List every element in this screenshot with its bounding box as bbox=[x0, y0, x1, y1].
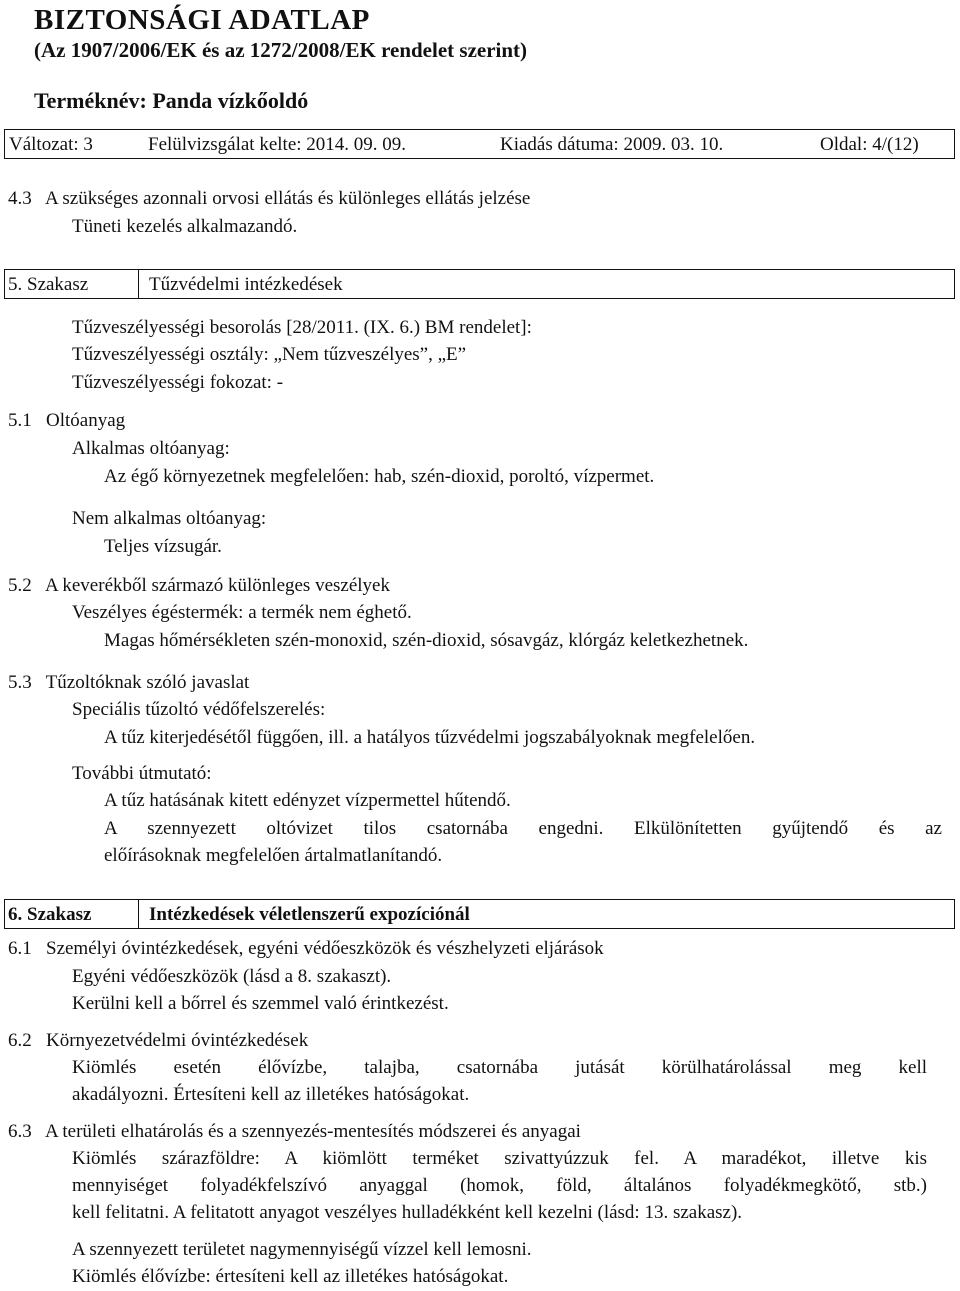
version-label: Változat: 3 bbox=[9, 134, 93, 155]
protective-equipment-label: Speciális tűzoltó védőfelszerelés: bbox=[72, 699, 326, 720]
suitable-media-label: Alkalmas oltóanyag: bbox=[72, 438, 230, 459]
further-guidance-line-1: A tűz hatásának kitett edényzet vízpermettel hűtendő. bbox=[104, 790, 511, 811]
unsuitable-media-text: Teljes vízsugár. bbox=[104, 536, 222, 557]
fire-class-line: Tűzveszélyességi osztály: „Nem tűzveszélyes”, „E” bbox=[72, 344, 467, 365]
section-5-title: Tűzvédelmi intézkedések bbox=[149, 274, 343, 295]
subsection-6-3-line-1: Kiömlés szárazföldre: A kiömlött terméket szivattyúzzuk fel. A maradékot, illetve kis bbox=[72, 1148, 927, 1169]
suitable-media-text: Az égő környezetnek megfelelően: hab, szén-dioxid, poroltó, vízpermet. bbox=[104, 466, 655, 487]
subsection-5-2-line-1: Veszélyes égéstermék: a termék nem éghető. bbox=[72, 602, 412, 623]
subsection-6-3-line-5: Kiömlés élővízbe: értesíteni kell az illetékes hatóságokat. bbox=[72, 1266, 509, 1287]
subsection-5-2-heading: 5.2 A keverékből származó különleges veszélyek bbox=[8, 575, 390, 596]
subsection-6-3-heading: 6.3 A területi elhatárolás és a szennyezés-mentesítés módszerei és anyagai bbox=[8, 1121, 581, 1142]
section-5-header bbox=[4, 269, 955, 299]
product-name: Terméknév: Panda vízkőoldó bbox=[34, 88, 309, 113]
subsection-4-3-text: Tüneti kezelés alkalmazandó. bbox=[72, 216, 298, 237]
subsection-6-2-line-2: akadályozni. Értesíteni kell az illetékes hatóságokat. bbox=[72, 1084, 470, 1105]
subsection-6-3-line-2: mennyiséget folyadékfelszívó anyaggal (homok, föld, általános folyadékmegkötő, stb.) bbox=[72, 1175, 927, 1196]
further-guidance-line-2b: előírásoknak megfelelően ártalmatlanítandó. bbox=[104, 845, 443, 866]
subsection-6-2-line-1: Kiömlés esetén élővízbe, talajba, csatornába jutását körülhatárolással meg kell bbox=[72, 1057, 927, 1078]
subsection-6-1-line-1: Egyéni védőeszközök (lásd a 8. szakaszt). bbox=[72, 966, 392, 987]
subsection-6-2-heading: 6.2 Környezetvédelmi óvintézkedések bbox=[8, 1030, 309, 1051]
section-5-number: 5. Szakasz bbox=[8, 274, 89, 295]
protective-equipment-text: A tűz kiterjedésétől függően, ill. a hatályos tűzvédelmi jogszabályoknak megfelelően. bbox=[104, 727, 756, 748]
subsection-4-3-heading: 4.3 A szükséges azonnali orvosi ellátás és különleges ellátás jelzése bbox=[8, 188, 531, 209]
section-6-divider bbox=[138, 900, 139, 928]
fire-classification-heading: Tűzveszélyességi besorolás [28/2011. (IX. 6.) BM rendelet]: bbox=[72, 317, 532, 338]
page-number: Oldal: 4/(12) bbox=[820, 134, 919, 155]
further-guidance-line-2a: A szennyezett oltóvizet tilos csatornába engedni. Elkülönítetten gyűjtendő és az bbox=[104, 818, 942, 839]
subsection-5-1-heading: 5.1 Oltóanyag bbox=[8, 410, 126, 431]
document-title: BIZTONSÁGI ADATLAP bbox=[34, 4, 370, 36]
fire-degree-line: Tűzveszélyességi fokozat: - bbox=[72, 372, 284, 393]
subsection-6-3-line-3: kell felitatni. A felitatott anyagot veszélyes hulladékként kell kezelni (lásd: 13. szakasz). bbox=[72, 1202, 743, 1223]
subsection-6-1-heading: 6.1 Személyi óvintézkedések, egyéni védőeszközök és vészhelyzeti eljárások bbox=[8, 938, 604, 959]
section-6-number: 6. Szakasz bbox=[8, 904, 92, 925]
issue-date: Kiadás dátuma: 2009. 03. 10. bbox=[500, 134, 724, 155]
subsection-6-3-line-4: A szennyezett területet nagymennyiségű vízzel kell lemosni. bbox=[72, 1239, 532, 1260]
subsection-5-2-line-2: Magas hőmérsékleten szén-monoxid, szén-dioxid, sósavgáz, klórgáz keletkezhetnek. bbox=[104, 630, 749, 651]
document-info-bar bbox=[4, 129, 955, 159]
unsuitable-media-label: Nem alkalmas oltóanyag: bbox=[72, 508, 267, 529]
section-6-header bbox=[4, 899, 955, 929]
revision-date: Felülvizsgálat kelte: 2014. 09. 09. bbox=[148, 134, 407, 155]
further-guidance-label: További útmutató: bbox=[72, 763, 212, 784]
subsection-5-3-heading: 5.3 Tűzoltóknak szóló javaslat bbox=[8, 672, 250, 693]
regulation-subtitle: (Az 1907/2006/EK és az 1272/2008/EK rendelet szerint) bbox=[34, 38, 528, 62]
section-5-divider bbox=[138, 270, 139, 298]
subsection-6-1-line-2: Kerülni kell a bőrrel és szemmel való érintkezést. bbox=[72, 993, 449, 1014]
section-6-title: Intézkedések véletlenszerű expozíciónál bbox=[149, 904, 470, 925]
